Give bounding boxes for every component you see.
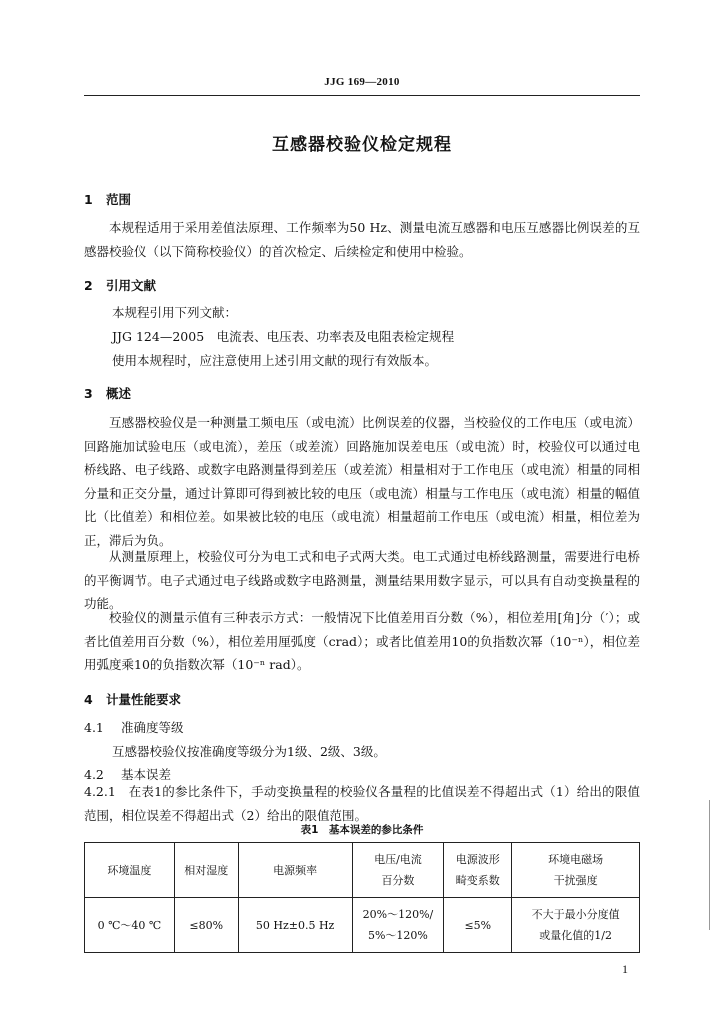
value-cell: 0 ℃～40 ℃ xyxy=(85,898,175,953)
header-line: 环境电磁场 xyxy=(548,853,604,866)
value-cell: ≤80% xyxy=(174,898,238,953)
value-line: 或量化值的1/2 xyxy=(539,929,612,942)
header-cell: 环境温度 xyxy=(85,843,175,898)
value-line: 5%～120% xyxy=(367,929,428,942)
reference-item: JJG 124—2005 电流表、电压表、功率表及电阻表检定规程 xyxy=(112,329,455,344)
document-title: 互感器校验仪检定规程 xyxy=(272,135,452,155)
header-cell xyxy=(512,843,640,898)
section-number: 4 xyxy=(84,692,93,707)
value-cell: 50 Hz±0.5 Hz xyxy=(238,898,352,953)
running-header: JJG 169—2010 xyxy=(324,76,400,88)
section-title: 范围 xyxy=(106,192,132,207)
section-3-paragraph-2: 从测量原理上，校验仪可分为电工式和电子式两大类。电工式通过电桥线路测量，需要进行电桥的平衡调节。电子式通过电子线路或数字电路测量，测量结果用数字显示，可以具有自动变换量程的功能。 xyxy=(84,549,640,611)
section-4-heading xyxy=(84,690,181,708)
value-line: 20%～120%/ xyxy=(362,908,434,921)
section-number: 1 xyxy=(84,192,93,207)
page-number: 1 xyxy=(622,962,628,976)
header-cell xyxy=(444,843,512,898)
section-title: 计量性能要求 xyxy=(106,692,182,707)
header-line: 百分数 xyxy=(381,874,415,887)
subsection-number: 4.1 xyxy=(84,720,104,735)
references-intro: 本规程引用下列文献： xyxy=(112,305,238,320)
value-cell xyxy=(512,898,640,953)
section-2-heading xyxy=(84,276,156,294)
header-rule xyxy=(84,95,640,96)
table-1-caption: 表1 基本误差的参比条件 xyxy=(300,824,424,836)
section-title: 引用文献 xyxy=(106,278,157,293)
table-header-row xyxy=(85,843,640,898)
references-note: 使用本规程时，应注意使用上述引用文献的现行有效版本。 xyxy=(112,353,438,368)
value-cell xyxy=(352,898,444,953)
section-3-paragraph-3: 校验仪的测量示值有三种表示方式：一般情况下比值差用百分数（%），相位差用[角]分（′）；或者比值差用百分数（%），相位差用厘弧度（crad）；或者比值差用10的负指数次幂（10⁻ⁿ），相位差用弧度乘10的负指数次幂（10⁻ⁿ rad）。 xyxy=(84,610,640,672)
subsection-title: 基本误差 xyxy=(121,767,172,782)
reference-conditions-table xyxy=(84,842,640,953)
header-cell: 相对湿度 xyxy=(174,843,238,898)
header-line: 干扰强度 xyxy=(553,874,598,887)
subsection-4-1-text: 互感器校验仪按准确度等级分为1级、2级、3级。 xyxy=(112,744,386,759)
header-line: 电源波形 xyxy=(455,853,500,866)
section-title: 概述 xyxy=(106,386,132,401)
subsection-4-1-heading xyxy=(84,718,184,736)
header-cell: 电源频率 xyxy=(238,843,352,898)
subsection-number: 4.2 xyxy=(84,767,104,782)
subsection-title: 准确度等级 xyxy=(121,720,184,735)
header-line: 畸变系数 xyxy=(455,874,500,887)
section-number: 2 xyxy=(84,278,93,293)
section-3-paragraph-1: 互感器校验仪是一种测量工频电压（或电流）比例误差的仪器，当校验仪的工作电压（或电流）回路施加试验电压（或电流），差压（或差流）回路施加误差电压（或电流）时，校验仪可以通过电桥线路、电子线路、或数字电路测量得到差压（或差流）相量相对于工作电压（或电流）相量的同相分量和正交分量，通过计算即可得到被比较的电压（或电流）相量与工作电压（或电流）相量的幅值比（比值差）和相位差。如果被比较的电压（或电流）相量超前工作电压（或电流）相量，相位差为正，滞后为负。 xyxy=(84,415,640,548)
scan-edge-line xyxy=(709,800,710,930)
section-1-paragraph: 本规程适用于采用差值法原理、工作频率为50 Hz、测量电流互感器和电压互感器比例误差的互感器校验仪（以下简称校验仪）的首次检定、后续检定和使用中检验。 xyxy=(84,220,640,259)
section-1-heading xyxy=(84,190,131,208)
section-3-heading xyxy=(84,384,131,402)
table-row xyxy=(85,898,640,953)
clause-4-2-1-paragraph: 4.2.1 在表1的参比条件下，手动变换量程的校验仪各量程的比值误差不得超出式（1）给出的限值范围，相位误差不得超出式（2）给出的限值范围。 xyxy=(84,784,640,823)
header-cell xyxy=(352,843,444,898)
value-cell: ≤5% xyxy=(444,898,512,953)
header-line: 电压/电流 xyxy=(374,853,422,866)
value-line: 不大于最小分度值 xyxy=(531,908,620,921)
section-number: 3 xyxy=(84,386,93,401)
